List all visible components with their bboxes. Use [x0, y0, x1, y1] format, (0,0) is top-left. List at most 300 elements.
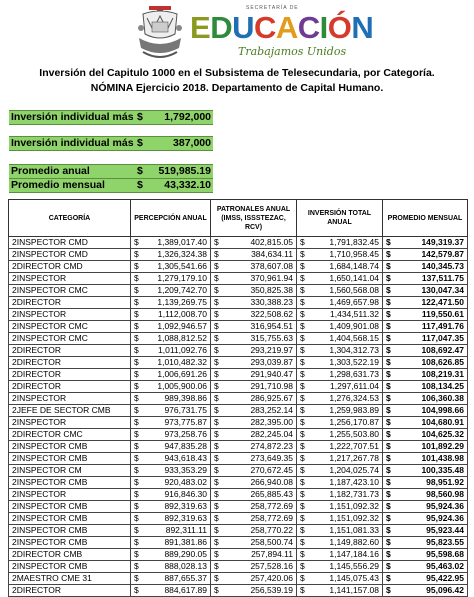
categoria-cell: 2MAESTRO CME 31	[9, 573, 131, 585]
amount-value: 1,005,900.06	[157, 381, 207, 391]
promedio-mensual-cell	[383, 321, 468, 333]
currency-symbol: $	[214, 417, 219, 427]
brand-tagline: Trabajamos Unidos	[238, 45, 347, 58]
header-percepcion-anual: PERCEPCIÓN ANUAL	[131, 200, 211, 237]
amount-value: 1,149,882.60	[329, 537, 379, 547]
currency-symbol: $	[134, 549, 139, 559]
currency-symbol: $	[214, 237, 219, 247]
currency-symbol: $	[386, 381, 391, 391]
currency-symbol: $	[386, 309, 391, 319]
summary-label: Promedio mensual	[11, 179, 105, 191]
table-row	[9, 489, 468, 501]
percepcion-anual-cell	[131, 561, 211, 573]
percepcion-anual-cell	[131, 573, 211, 585]
inversion-total-cell	[297, 585, 383, 597]
currency-symbol: $	[300, 465, 305, 475]
amount-value: 889,290.05	[164, 549, 207, 559]
amount-value: 95,924.36	[426, 501, 464, 511]
amount-value: 265,885.43	[250, 489, 293, 499]
amount-value: 920,483.02	[164, 477, 207, 487]
currency-symbol: $	[386, 465, 391, 475]
table-row	[9, 417, 468, 429]
currency-symbol: $	[214, 309, 219, 319]
patronales-anual-cell	[211, 297, 297, 309]
currency-symbol: $	[300, 369, 305, 379]
amount-value: 1,305,541.66	[157, 261, 207, 271]
brand-letter: C	[253, 10, 276, 45]
amount-value: 293,039.87	[250, 357, 293, 367]
percepcion-anual-cell	[131, 285, 211, 297]
summary-value: 1,792,000	[164, 111, 211, 123]
currency-symbol: $	[386, 429, 391, 439]
currency-symbol: $	[386, 405, 391, 415]
categoria-cell: 2INSPECTOR CMB	[9, 513, 131, 525]
inversion-total-cell	[297, 417, 383, 429]
amount-value: 370,961.94	[250, 273, 293, 283]
amount-value: 95,422.95	[426, 573, 464, 583]
currency-symbol: $	[134, 393, 139, 403]
amount-value: 1,112,008.70	[158, 309, 207, 319]
amount-value: 258,772.69	[250, 501, 293, 511]
currency-symbol: $	[134, 345, 139, 355]
percepcion-anual-cell	[131, 429, 211, 441]
currency-symbol: $	[386, 561, 391, 571]
currency-symbol: $	[134, 261, 139, 271]
summary-value: 43,332.10	[164, 179, 211, 191]
inversion-total-cell	[297, 237, 383, 249]
amount-value: 108,134.25	[421, 381, 464, 391]
currency-symbol: $	[214, 489, 219, 499]
promedio-mensual-cell	[383, 561, 468, 573]
summary-max-investment	[9, 110, 213, 125]
currency-symbol: $	[134, 525, 139, 535]
percepcion-anual-cell	[131, 309, 211, 321]
amount-value: 256,539.19	[250, 585, 293, 595]
percepcion-anual-cell	[131, 381, 211, 393]
table-row	[9, 465, 468, 477]
amount-value: 137,511.75	[421, 273, 464, 283]
brand-letter: C	[297, 10, 320, 45]
currency-symbol: $	[134, 249, 139, 259]
categoria-cell: 2DIRECTOR CMB	[9, 549, 131, 561]
inversion-total-cell	[297, 369, 383, 381]
inversion-total-cell	[297, 453, 383, 465]
categoria-cell: 2INSPECTOR CMB	[9, 561, 131, 573]
currency-symbol: $	[386, 237, 391, 247]
promedio-mensual-cell	[383, 429, 468, 441]
amount-value: 1,279,179.10	[157, 273, 207, 283]
amount-value: 943,618.43	[164, 453, 207, 463]
currency-symbol: $	[386, 369, 391, 379]
currency-symbol: $	[134, 309, 139, 319]
table-row	[9, 381, 468, 393]
amount-value: 117,047.35	[421, 333, 464, 343]
header-inversion-total: INVERSIÓN TOTAL ANUAL	[297, 200, 383, 237]
patronales-anual-cell	[211, 429, 297, 441]
currency-symbol: $	[386, 261, 391, 271]
currency-symbol: $	[134, 417, 139, 427]
amount-value: 1,145,556.29	[329, 561, 379, 571]
amount-value: 1,404,568.15	[329, 333, 379, 343]
currency-symbol: $	[134, 585, 139, 595]
currency-symbol: $	[386, 333, 391, 343]
amount-value: 1,151,092.32	[329, 513, 379, 523]
inversion-total-cell	[297, 441, 383, 453]
brand-letter: Ó	[327, 10, 352, 45]
table-row	[9, 513, 468, 525]
currency-symbol: $	[300, 321, 305, 331]
currency-symbol: $	[134, 561, 139, 571]
promedio-mensual-cell	[383, 333, 468, 345]
summary-currency: $	[137, 137, 143, 149]
categoria-cell: 2INSPECTOR CMB	[9, 477, 131, 489]
page-header	[0, 0, 474, 68]
currency-symbol: $	[386, 537, 391, 547]
amount-value: 350,825.38	[250, 285, 293, 295]
amount-value: 1,259,983.89	[329, 405, 379, 415]
inversion-total-cell	[297, 405, 383, 417]
patronales-anual-cell	[211, 489, 297, 501]
brand-letter: N	[351, 10, 374, 45]
categoria-cell: 2DIRECTOR	[9, 381, 131, 393]
secretaria-educacion-logo	[190, 4, 380, 62]
brand-letter: I	[319, 10, 328, 45]
amount-value: 142,579.87	[421, 249, 464, 259]
amount-value: 258,500.74	[250, 537, 293, 547]
amount-value: 282,245.04	[250, 429, 293, 439]
currency-symbol: $	[214, 405, 219, 415]
currency-symbol: $	[134, 513, 139, 523]
currency-symbol: $	[386, 573, 391, 583]
currency-symbol: $	[214, 297, 219, 307]
categoria-cell: 2INSPECTOR CMB	[9, 501, 131, 513]
currency-symbol: $	[214, 369, 219, 379]
table-row	[9, 561, 468, 573]
percepcion-anual-cell	[131, 453, 211, 465]
amount-value: 1,209,742.70	[157, 285, 207, 295]
amount-value: 1,560,568.08	[329, 285, 379, 295]
currency-symbol: $	[300, 429, 305, 439]
table-row	[9, 357, 468, 369]
promedio-mensual-cell	[383, 477, 468, 489]
amount-value: 119,550.61	[421, 309, 464, 319]
patronales-anual-cell	[211, 477, 297, 489]
categoria-cell: 2INSPECTOR CMD	[9, 249, 131, 261]
currency-symbol: $	[214, 441, 219, 451]
categoria-cell: 2INSPECTOR	[9, 417, 131, 429]
amount-value: 1,092,946.57	[157, 321, 207, 331]
inversion-total-cell	[297, 273, 383, 285]
currency-symbol: $	[134, 489, 139, 499]
amount-value: 989,398.86	[164, 393, 207, 403]
amount-value: 149,319.37	[421, 237, 464, 247]
promedio-mensual-cell	[383, 585, 468, 597]
table-row	[9, 273, 468, 285]
amount-value: 322,508.62	[250, 309, 293, 319]
patronales-anual-cell	[211, 261, 297, 273]
categoria-cell: 2INSPECTOR	[9, 393, 131, 405]
header-categoria: CATEGORÍA	[9, 200, 131, 237]
percepcion-anual-cell	[131, 393, 211, 405]
amount-value: 973,258.76	[164, 429, 207, 439]
table-row	[9, 345, 468, 357]
amount-value: 106,360.38	[421, 393, 464, 403]
amount-value: 108,219.31	[421, 369, 464, 379]
promedio-mensual-cell	[383, 501, 468, 513]
inversion-total-cell	[297, 345, 383, 357]
document-subtitle: NÓMINA Ejercicio 2018. Departamento de Capital Humano.	[90, 82, 384, 94]
currency-symbol: $	[300, 489, 305, 499]
currency-symbol: $	[214, 477, 219, 487]
amount-value: 887,655.37	[164, 573, 207, 583]
promedio-mensual-cell	[383, 273, 468, 285]
currency-symbol: $	[300, 561, 305, 571]
promedio-mensual-cell	[383, 381, 468, 393]
table-row	[9, 297, 468, 309]
currency-symbol: $	[134, 273, 139, 283]
promedio-mensual-cell	[383, 453, 468, 465]
table-row	[9, 309, 468, 321]
currency-symbol: $	[386, 345, 391, 355]
categoria-cell: 2INSPECTOR	[9, 273, 131, 285]
patronales-anual-cell	[211, 333, 297, 345]
table-row	[9, 549, 468, 561]
table-row	[9, 453, 468, 465]
amount-value: 1,204,025.74	[329, 465, 379, 475]
percepcion-anual-cell	[131, 237, 211, 249]
brand-letter: D	[210, 10, 233, 45]
inversion-total-cell	[297, 537, 383, 549]
currency-symbol: $	[300, 357, 305, 367]
currency-symbol: $	[214, 273, 219, 283]
patronales-anual-cell	[211, 453, 297, 465]
amount-value: 916,846.30	[164, 489, 207, 499]
amount-value: 1,182,731.73	[329, 489, 379, 499]
table-row	[9, 237, 468, 249]
currency-symbol: $	[386, 417, 391, 427]
currency-symbol: $	[134, 441, 139, 451]
currency-symbol: $	[300, 525, 305, 535]
patronales-anual-cell	[211, 357, 297, 369]
currency-symbol: $	[386, 453, 391, 463]
amount-value: 1,434,511.32	[330, 309, 379, 319]
table-body	[9, 237, 468, 597]
amount-value: 101,892.29	[421, 441, 464, 451]
amount-value: 293,219.97	[250, 345, 293, 355]
amount-value: 1,276,324.53	[329, 393, 379, 403]
categoria-cell: 2DIRECTOR	[9, 369, 131, 381]
table-row	[9, 393, 468, 405]
categoria-cell: 2INSPECTOR CMB	[9, 525, 131, 537]
currency-symbol: $	[214, 501, 219, 511]
summary-min-investment	[9, 136, 213, 151]
currency-symbol: $	[386, 501, 391, 511]
percepcion-anual-cell	[131, 537, 211, 549]
amount-value: 891,381.86	[164, 537, 207, 547]
inversion-total-cell	[297, 429, 383, 441]
categoria-cell: 2INSPECTOR CMC	[9, 285, 131, 297]
summary-currency: $	[137, 111, 143, 123]
summary-label: Inversión individual más	[11, 111, 134, 123]
currency-symbol: $	[214, 537, 219, 547]
inversion-total-cell	[297, 465, 383, 477]
table-row	[9, 537, 468, 549]
inversion-total-cell	[297, 501, 383, 513]
currency-symbol: $	[386, 273, 391, 283]
amount-value: 1,256,170.87	[329, 417, 379, 427]
amount-value: 283,252.14	[250, 405, 293, 415]
percepcion-anual-cell	[131, 321, 211, 333]
currency-symbol: $	[386, 549, 391, 559]
percepcion-anual-cell	[131, 501, 211, 513]
currency-symbol: $	[134, 573, 139, 583]
currency-symbol: $	[300, 237, 305, 247]
amount-value: 1,141,157.08	[329, 585, 379, 595]
summary-label: Promedio anual	[11, 165, 90, 177]
patronales-anual-cell	[211, 501, 297, 513]
currency-symbol: $	[134, 357, 139, 367]
percepcion-anual-cell	[131, 513, 211, 525]
percepcion-anual-cell	[131, 345, 211, 357]
table-header-row	[9, 200, 468, 237]
currency-symbol: $	[386, 489, 391, 499]
patronales-anual-cell	[211, 237, 297, 249]
currency-symbol: $	[214, 573, 219, 583]
promedio-mensual-cell	[383, 537, 468, 549]
inversion-total-cell	[297, 321, 383, 333]
amount-value: 108,626.85	[421, 357, 464, 367]
patronales-anual-cell	[211, 309, 297, 321]
percepcion-anual-cell	[131, 549, 211, 561]
promedio-mensual-cell	[383, 525, 468, 537]
table-row	[9, 285, 468, 297]
promedio-mensual-cell	[383, 285, 468, 297]
currency-symbol: $	[300, 573, 305, 583]
inversion-total-cell	[297, 489, 383, 501]
inversion-total-cell	[297, 525, 383, 537]
categoria-cell: 2INSPECTOR CMB	[9, 537, 131, 549]
currency-symbol: $	[300, 345, 305, 355]
patronales-anual-cell	[211, 441, 297, 453]
table-row	[9, 333, 468, 345]
currency-symbol: $	[134, 465, 139, 475]
amount-value: 1,006,691.26	[157, 369, 207, 379]
currency-symbol: $	[300, 513, 305, 523]
currency-symbol: $	[134, 285, 139, 295]
amount-value: 257,528.16	[250, 561, 293, 571]
amount-value: 384,634.11	[251, 249, 293, 259]
currency-symbol: $	[134, 405, 139, 415]
categoria-cell: 2INSPECTOR CMB	[9, 441, 131, 453]
currency-symbol: $	[300, 453, 305, 463]
currency-symbol: $	[214, 345, 219, 355]
summary-value: 519,985.19	[158, 165, 211, 177]
patronales-anual-cell	[211, 549, 297, 561]
amount-value: 1,151,081.33	[329, 525, 379, 535]
amount-value: 1,304,312.73	[329, 345, 379, 355]
currency-symbol: $	[134, 501, 139, 511]
amount-value: 315,755.63	[250, 333, 293, 343]
amount-value: 95,923.44	[426, 525, 464, 535]
amount-value: 1,151,092.32	[329, 501, 379, 511]
promedio-mensual-cell	[383, 417, 468, 429]
promedio-mensual-cell	[383, 465, 468, 477]
currency-symbol: $	[134, 429, 139, 439]
patronales-anual-cell	[211, 537, 297, 549]
currency-symbol: $	[300, 405, 305, 415]
amount-value: 95,823.55	[426, 537, 464, 547]
amount-value: 1,147,184.16	[329, 549, 379, 559]
amount-value: 101,438.98	[421, 453, 464, 463]
percepcion-anual-cell	[131, 441, 211, 453]
amount-value: 1,145,075.43	[329, 573, 379, 583]
percepcion-anual-cell	[131, 369, 211, 381]
amount-value: 1,222,707.51	[329, 441, 379, 451]
categoria-cell: 2DIRECTOR	[9, 297, 131, 309]
summary-currency: $	[137, 179, 143, 191]
amount-value: 286,925.67	[250, 393, 293, 403]
amount-value: 282,395.00	[250, 417, 293, 427]
promedio-mensual-cell	[383, 237, 468, 249]
percepcion-anual-cell	[131, 405, 211, 417]
promedio-mensual-cell	[383, 345, 468, 357]
patronales-anual-cell	[211, 525, 297, 537]
currency-symbol: $	[214, 561, 219, 571]
brand-letter: A	[275, 10, 298, 45]
table-row	[9, 369, 468, 381]
percepcion-anual-cell	[131, 333, 211, 345]
percepcion-anual-cell	[131, 273, 211, 285]
promedio-mensual-cell	[383, 297, 468, 309]
currency-symbol: $	[300, 381, 305, 391]
inversion-total-cell	[297, 393, 383, 405]
currency-symbol: $	[386, 393, 391, 403]
currency-symbol: $	[214, 285, 219, 295]
categoria-cell: 2DIRECTOR	[9, 585, 131, 597]
currency-symbol: $	[386, 357, 391, 367]
amount-value: 330,388.23	[250, 297, 293, 307]
currency-symbol: $	[386, 477, 391, 487]
table-row	[9, 585, 468, 597]
brand-letter: E	[190, 10, 211, 45]
patronales-anual-cell	[211, 345, 297, 357]
currency-symbol: $	[134, 477, 139, 487]
table-row	[9, 261, 468, 273]
patronales-anual-cell	[211, 513, 297, 525]
percepcion-anual-cell	[131, 585, 211, 597]
brand-title	[190, 11, 373, 45]
patronales-anual-cell	[211, 573, 297, 585]
table-row	[9, 429, 468, 441]
amount-value: 117,491.76	[421, 321, 464, 331]
currency-symbol: $	[214, 549, 219, 559]
currency-symbol: $	[214, 429, 219, 439]
inversion-total-cell	[297, 297, 383, 309]
currency-symbol: $	[300, 501, 305, 511]
amount-value: 100,335.48	[421, 465, 464, 475]
currency-symbol: $	[300, 249, 305, 259]
currency-symbol: $	[386, 249, 391, 259]
amount-value: 274,872.23	[250, 441, 293, 451]
amount-value: 1,139,269.75	[157, 297, 207, 307]
amount-value: 273,649.35	[250, 453, 293, 463]
amount-value: 257,420.06	[250, 573, 293, 583]
amount-value: 122,471.50	[421, 297, 464, 307]
currency-symbol: $	[214, 357, 219, 367]
currency-symbol: $	[386, 441, 391, 451]
promedio-mensual-cell	[383, 261, 468, 273]
inversion-total-cell	[297, 381, 383, 393]
